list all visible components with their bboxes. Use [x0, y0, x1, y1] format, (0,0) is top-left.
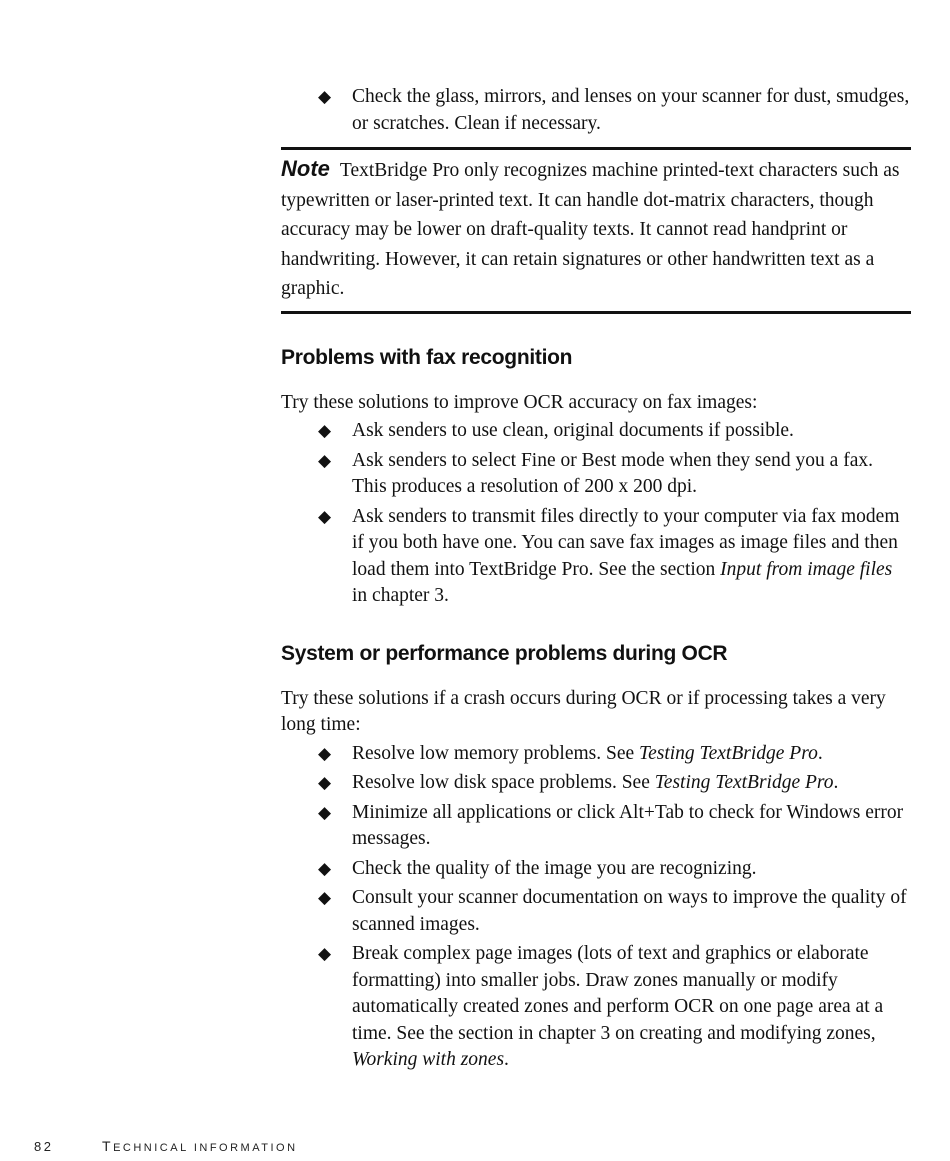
section-heading-performance: System or performance problems during OCR [281, 641, 728, 665]
list-item [281, 941, 911, 1074]
section-intro-performance: Try these solutions if a crash occurs during OCR or if processing takes a very long time: [281, 687, 886, 735]
list-item [281, 741, 911, 768]
diamond-bullet-icon: ◆ [318, 858, 332, 879]
performance-bullet-list [281, 741, 911, 1074]
list-item [281, 856, 911, 883]
diamond-bullet-icon: ◆ [318, 87, 332, 107]
list-item [281, 885, 911, 938]
note-box [281, 147, 911, 314]
bullet-text: Ask senders to select Fine or Best mode when they send you a fax. This produces a resolution of 200 x 200 dpi. [352, 449, 873, 497]
bullet-text: Resolve low memory problems. See [352, 742, 640, 764]
note-label: Note [281, 156, 330, 181]
bullet-text: Check the glass, mirrors, and lenses on your scanner for dust, smudges, or scratches. Clean if necessary. [352, 86, 910, 134]
cross-reference: Input from image files [720, 558, 893, 580]
bullet-text: Ask senders to use clean, original documents if possible. [352, 420, 794, 441]
diamond-bullet-icon: ◆ [318, 743, 332, 764]
diamond-bullet-icon: ◆ [318, 421, 332, 441]
note-text: TextBridge Pro only recognizes machine printed-text characters such as typewritten or laser-printed text. It can handle dot-matrix characters, though accuracy may be lower on draft-quality texts. It cannot read handprint or handwriting. However, it can retain signatures or other handwritten text as a graphic. [281, 160, 900, 299]
bullet-text: Minimize all applications or click Alt+Tab to check for Windows error messages. [352, 801, 904, 849]
bullet-text: Resolve low disk space problems. See [352, 772, 655, 793]
diamond-bullet-icon: ◆ [318, 888, 332, 908]
page-number: 82 [34, 1139, 54, 1154]
list-item [281, 84, 911, 137]
running-footer-initial: T [102, 1138, 114, 1154]
diamond-bullet-icon: ◆ [318, 773, 332, 793]
bullet-text-tail: . [833, 772, 839, 793]
running-footer-title: ECHNICAL INFORMATION [113, 1142, 298, 1154]
diamond-bullet-icon: ◆ [318, 802, 332, 823]
diamond-bullet-icon: ◆ [318, 944, 332, 964]
page-footer [34, 1138, 298, 1154]
list-item [281, 770, 911, 797]
bullet-text-tail: . [504, 1049, 509, 1070]
diamond-bullet-icon: ◆ [318, 506, 332, 527]
bullet-text-tail: in chapter 3. [352, 585, 449, 606]
section-intro-fax: Try these solutions to improve OCR accuracy on fax images: [281, 391, 758, 413]
list-item [281, 418, 911, 445]
cross-reference: Testing TextBridge Pro [654, 772, 834, 793]
cross-reference: Testing TextBridge Pro [639, 742, 818, 764]
bullet-text: Check the quality of the image you are recognizing. [352, 857, 757, 879]
bullet-text: Consult your scanner documentation on ways to improve the quality of scanned images. [352, 887, 907, 935]
fax-bullet-list [281, 418, 911, 610]
intro-bullet-list [281, 84, 911, 137]
list-item [281, 448, 911, 501]
page-content [281, 84, 911, 1077]
section-heading-fax: Problems with fax recognition [281, 345, 573, 369]
bullet-text: Ask senders to transmit files directly to your computer via fax modem if you both have one. You can save fax images as image files and then load them into TextBridge Pro. See the section [352, 505, 900, 580]
diamond-bullet-icon: ◆ [318, 450, 332, 471]
list-item [281, 504, 911, 610]
list-item [281, 800, 911, 853]
cross-reference: Working with zones [352, 1049, 505, 1070]
bullet-text: Break complex page images (lots of text and graphics or elaborate formatting) into smaller jobs. Draw zones manually or modify automatically created zones and perform OCR on one page area at a time. See the section in chapter 3 on creating and modifying zones, [352, 943, 884, 1044]
bullet-text-tail: . [817, 742, 823, 764]
